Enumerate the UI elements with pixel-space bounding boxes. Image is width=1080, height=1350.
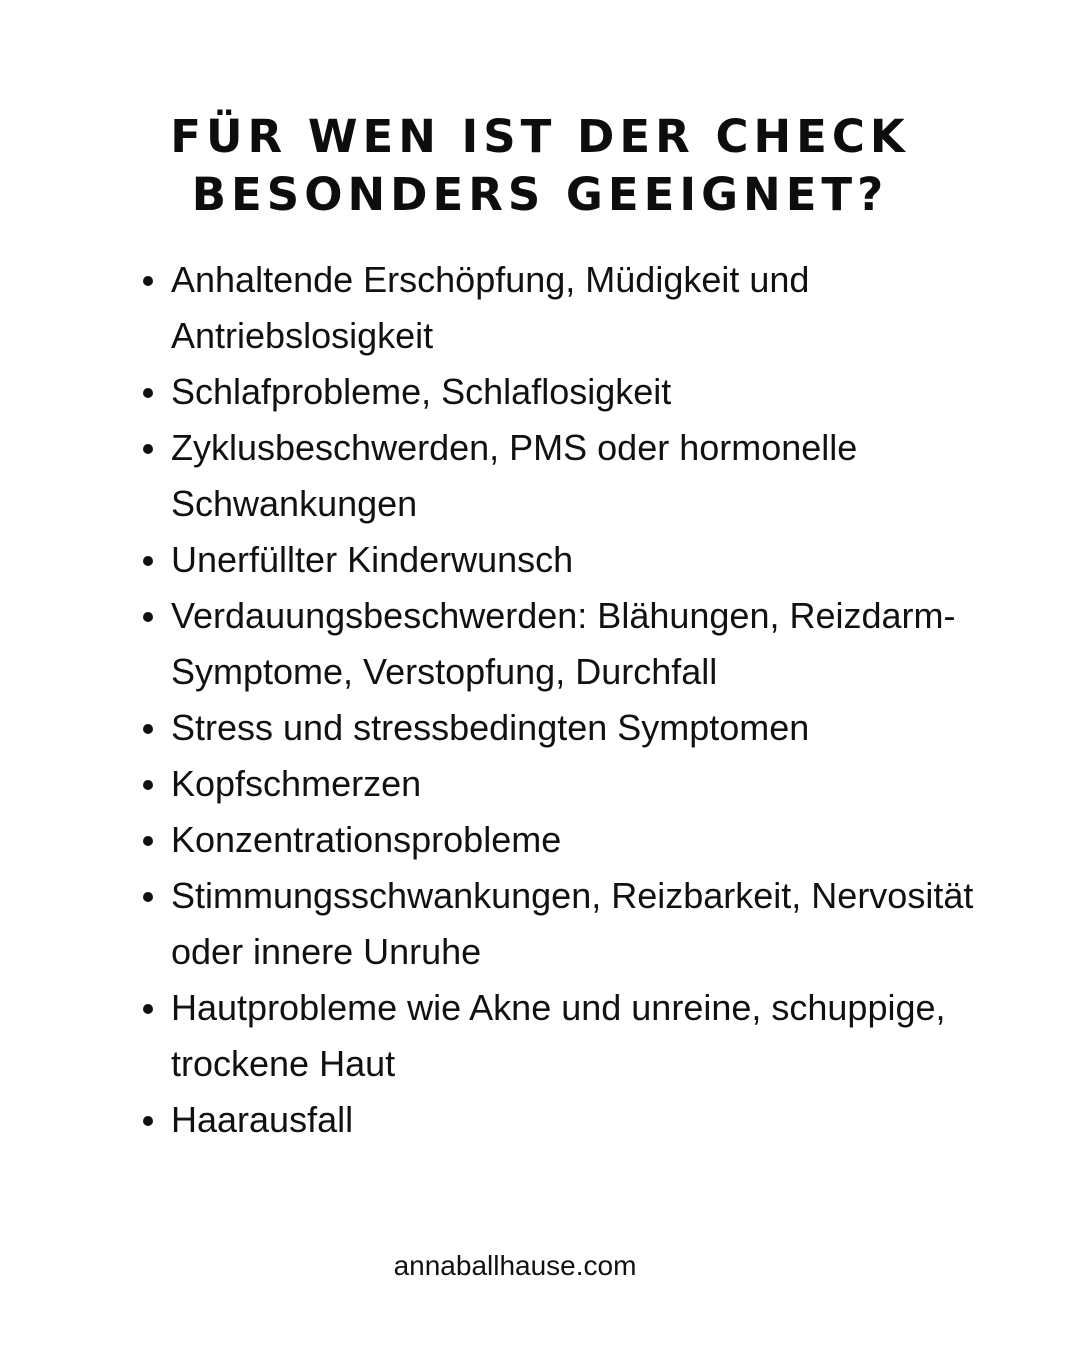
list-item-text: Stress und stressbedingten Symptomen <box>171 707 810 748</box>
list-item-text: Verdauungsbeschwerden: Blähungen, Reizdarm-Symptome, Verstopfung, Durchfall <box>171 595 956 692</box>
list-item <box>140 1092 1020 1148</box>
bullet-icon <box>143 836 153 846</box>
page-title-line-1: FÜR WEN IST DER CHECK <box>170 110 910 163</box>
list-item <box>140 420 1020 532</box>
list-item <box>140 252 1020 364</box>
list-item <box>140 364 1020 420</box>
list-item-text: Zyklusbeschwerden, PMS oder hormonelle Schwankungen <box>171 427 858 524</box>
page-title-line-2: BESONDERS GEEIGNET? <box>191 168 889 221</box>
list-item-text: Hautprobleme wie Akne und unreine, schuppige, trockene Haut <box>171 987 946 1084</box>
bullet-icon <box>143 276 153 286</box>
bullet-icon <box>143 724 153 734</box>
list-item-text: Schlafprobleme, Schlaflosigkeit <box>171 371 672 412</box>
list-item-text: Unerfüllter Kinderwunsch <box>171 539 574 580</box>
bullet-icon <box>143 612 153 622</box>
bullet-icon <box>143 892 153 902</box>
bullet-icon <box>143 556 153 566</box>
list-item <box>140 868 1020 980</box>
list-item <box>140 532 1020 588</box>
list-item-text: Kopfschmerzen <box>171 763 422 804</box>
list-item-text: Konzentrationsprobleme <box>171 819 562 860</box>
list-item <box>140 980 1020 1092</box>
list-item-text: Stimmungsschwankungen, Reizbarkeit, Nervosität oder innere Unruhe <box>171 875 974 972</box>
list-item <box>140 700 1020 756</box>
list-item <box>140 756 1020 812</box>
bullet-icon <box>143 1116 153 1126</box>
footer-website: annaballhause.com <box>393 1250 637 1281</box>
bullet-icon <box>143 780 153 790</box>
list-item-text: Anhaltende Erschöpfung, Müdigkeit und Antriebslosigkeit <box>171 259 810 356</box>
page-title <box>90 108 990 224</box>
list-item <box>140 812 1020 868</box>
list-item-text: Haarausfall <box>171 1099 354 1140</box>
bullet-icon <box>143 1004 153 1014</box>
bullet-icon <box>143 388 153 398</box>
list-item <box>140 588 1020 700</box>
symptom-list <box>140 252 1020 1148</box>
bullet-icon <box>143 444 153 454</box>
